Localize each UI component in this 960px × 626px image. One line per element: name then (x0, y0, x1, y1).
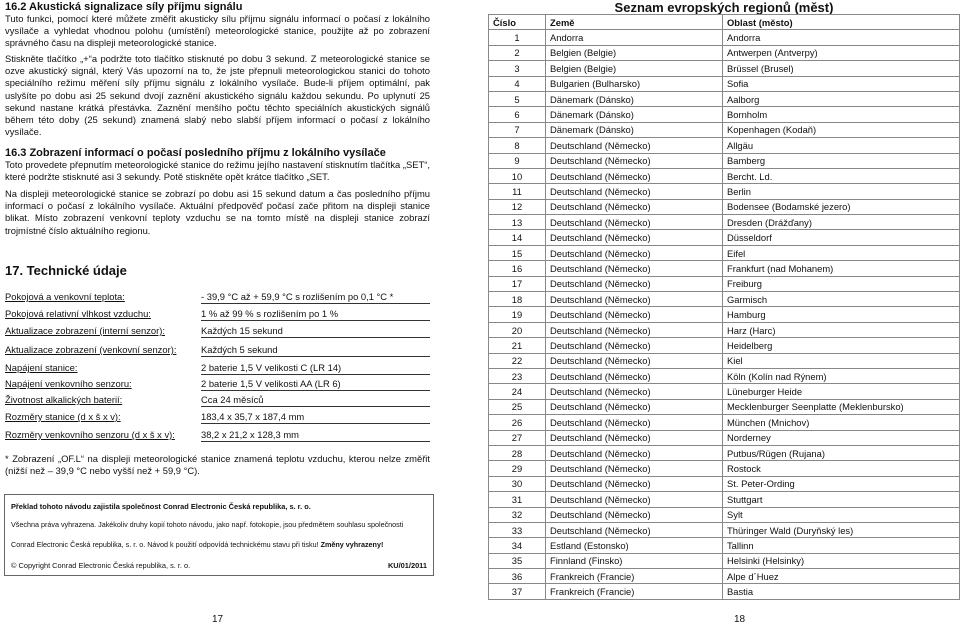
section-16-2-body: Stiskněte tlačítko „+“a podržte toto tlačítko stisknuté po dobu 3 sekund. Z meteorologické stanice se ozve akustický signál, který Vás upozorní na to, že jste přepnuli meteorologickou stanici do tohoto speciálního režimu měření síly příjmu signálu z lokálního vysílače. Bude-li příjem optimální, pak uslyšíte po dobu asi 25 sekund dvojí zaznění akustického signálu každou sekundu. Po uplynutí 25 sekund nastane krátká přestávka. Zaznění menšího počtu těchto speciálních akustických signálů během této doby (25 sekund) znamená slabý nebo slabší příjem informací o počasí z lokálního vysílače. (5, 53, 430, 138)
region-country: Deutschland (Německo) (546, 184, 723, 199)
region-area: Harz (Harc) (723, 322, 960, 337)
spec-underline (201, 374, 430, 375)
region-area: Mecklenburger Seenplatte (Meklenbursko) (723, 399, 960, 414)
page-number-right: 18 (734, 614, 746, 625)
table-row (489, 307, 960, 322)
region-number: 5 (489, 91, 546, 106)
spec-row (5, 308, 430, 321)
region-area: Bornholm (723, 107, 960, 122)
table-row (489, 476, 960, 491)
region-country: Deutschland (Německo) (546, 507, 723, 522)
region-number: 3 (489, 61, 546, 76)
region-area: Freiburg (723, 276, 960, 291)
region-country: Estland (Estonsko) (546, 538, 723, 553)
region-country: Belgien (Belgie) (546, 61, 723, 76)
region-area: Andorra (723, 30, 960, 45)
table-row (489, 353, 960, 368)
table-row (489, 30, 960, 45)
region-number: 35 (489, 553, 546, 568)
table-row (489, 168, 960, 183)
table-row (489, 538, 960, 553)
region-number: 15 (489, 245, 546, 260)
spec-row (5, 362, 430, 375)
spec-underline (201, 406, 430, 407)
table-row (489, 245, 960, 260)
conrad-note-text: Conrad Electronic Česká republika, s. r. o. Návod k použití odpovídá technickému stavu při tisku! (11, 540, 319, 549)
spec-value: 2 baterie 1,5 V velikosti AA (LR 6) (201, 378, 341, 389)
region-number: 14 (489, 230, 546, 245)
region-number: 23 (489, 368, 546, 383)
spec-underline (201, 320, 430, 321)
region-area: Rostock (723, 461, 960, 476)
region-number: 27 (489, 430, 546, 445)
spec-label: Napájení stanice: (5, 362, 78, 373)
left-page (0, 0, 440, 626)
region-number: 10 (489, 168, 546, 183)
header-region: Oblast (město) (723, 15, 960, 30)
region-country: Bulgarien (Bulharsko) (546, 76, 723, 91)
rights-note: Všechna práva vyhrazena. Jakékoliv druhy kopií tohoto návodu, jako např. fotokopie, jsou předmětem souhlasu společnosti (11, 520, 404, 529)
region-number: 6 (489, 107, 546, 122)
region-area: Frankfurt (nad Mohanem) (723, 261, 960, 276)
regions-title: Seznam evropských regionů (měst) (614, 0, 834, 15)
header-country: Země (546, 15, 723, 30)
region-number: 37 (489, 584, 546, 599)
region-area: Norderney (723, 430, 960, 445)
region-country: Deutschland (Německo) (546, 230, 723, 245)
spec-label: Rozměry stanice (d x š x v): (5, 411, 121, 422)
page-number-left: 17 (212, 614, 224, 625)
region-area: Sofia (723, 76, 960, 91)
table-row (489, 76, 960, 91)
region-country: Deutschland (Německo) (546, 153, 723, 168)
region-country: Deutschland (Německo) (546, 384, 723, 399)
regions-table (488, 14, 960, 600)
region-number: 7 (489, 122, 546, 137)
table-row (489, 338, 960, 353)
table-row (489, 415, 960, 430)
region-country: Finnland (Finsko) (546, 553, 723, 568)
region-area: Düsseldorf (723, 230, 960, 245)
region-number: 29 (489, 461, 546, 476)
region-country: Deutschland (Německo) (546, 492, 723, 507)
region-number: 17 (489, 276, 546, 291)
region-number: 13 (489, 215, 546, 230)
region-area: Helsinki (Helsinky) (723, 553, 960, 568)
region-country: Belgien (Belgie) (546, 45, 723, 60)
header-number: Číslo (489, 15, 546, 30)
spec-value: 38,2 x 21,2 x 128,3 mm (201, 429, 299, 440)
table-row (489, 445, 960, 460)
region-area: Heidelberg (723, 338, 960, 353)
spec-label: Pokojová relativní vlhkost vzduchu: (5, 308, 151, 319)
spec-underline (201, 423, 430, 424)
region-area: Alpe d´Huez (723, 569, 960, 584)
footnote: * Zobrazení „OF.L“ na displeji meteorologické stanice znamená teplotu vzduchu, kterou nelze změřit (nižší než – 39,9 °C nebo vyšší než + 59,9 °C). (5, 453, 430, 477)
region-number: 12 (489, 199, 546, 214)
region-number: 32 (489, 507, 546, 522)
region-country: Deutschland (Německo) (546, 430, 723, 445)
table-row (489, 292, 960, 307)
region-number: 9 (489, 153, 546, 168)
region-number: 2 (489, 45, 546, 60)
region-number: 24 (489, 384, 546, 399)
translation-note: Překlad tohoto návodu zajistila společnost Conrad Electronic Česká republika, s. r. o. (11, 502, 311, 511)
region-area: Kopenhagen (Kodaň) (723, 122, 960, 137)
spec-value: Cca 24 měsíců (201, 394, 264, 405)
table-row (489, 569, 960, 584)
table-row (489, 184, 960, 199)
section-16-3-intro: Toto provedete přepnutím meteorologické stanice do režimu jejího nastavení stisknutím tlačítka „SET“, které podržte stisknuté asi 3 sekundy. Potě stiskněte opět krátce tlačítko „SET. (5, 159, 430, 183)
region-country: Deutschland (Německo) (546, 276, 723, 291)
region-country: Deutschland (Německo) (546, 522, 723, 537)
spec-underline (201, 337, 430, 338)
table-row (489, 276, 960, 291)
region-area: Sylt (723, 507, 960, 522)
spec-value: Každých 15 sekund (201, 325, 283, 336)
region-country: Deutschland (Německo) (546, 415, 723, 430)
region-area: Kiel (723, 353, 960, 368)
table-row (489, 45, 960, 60)
region-number: 33 (489, 522, 546, 537)
changes-reserved: Změny vyhrazeny! (320, 540, 384, 549)
region-number: 26 (489, 415, 546, 430)
region-country: Frankreich (Francie) (546, 569, 723, 584)
spec-label: Rozměry venkovního senzoru (d x š x v): (5, 429, 175, 440)
region-number: 18 (489, 292, 546, 307)
spec-label: Napájení venkovního senzoru: (5, 378, 132, 389)
region-area: Lüneburger Heide (723, 384, 960, 399)
region-area: Bercht. Ld. (723, 168, 960, 183)
table-row (489, 122, 960, 137)
region-number: 11 (489, 184, 546, 199)
region-number: 8 (489, 138, 546, 153)
region-country: Deutschland (Německo) (546, 138, 723, 153)
section-16-2-title: 16.2 Akustická signalizace síly příjmu signálu (5, 1, 243, 13)
region-area: Putbus/Rügen (Rujana) (723, 445, 960, 460)
region-area: Antwerpen (Antverpy) (723, 45, 960, 60)
region-area: Garmisch (723, 292, 960, 307)
region-area: Bodensee (Bodamské jezero) (723, 199, 960, 214)
region-number: 25 (489, 399, 546, 414)
region-country: Dänemark (Dánsko) (546, 91, 723, 106)
region-country: Deutschland (Německo) (546, 353, 723, 368)
table-row (489, 153, 960, 168)
spec-value: 1 % až 99 % s rozlišením po 1 % (201, 308, 339, 319)
region-number: 4 (489, 76, 546, 91)
section-16-2-intro: Tuto funkci, pomocí které můžete změřit akusticky sílu příjmu signálu informací o počasí z lokálního vysílače a vyhledat vhodnou polohu (umístění) meteorologické stanice, použijte až po zobrazení správného času na displeji meteorologické stanice. (5, 13, 430, 49)
spec-row (5, 394, 430, 407)
spec-label: Pokojová a venkovní teplota: (5, 291, 125, 302)
spec-value: 183,4 x 35,7 x 187,4 mm (201, 411, 305, 422)
table-row (489, 584, 960, 599)
region-number: 20 (489, 322, 546, 337)
region-country: Deutschland (Německo) (546, 368, 723, 383)
region-country: Deutschland (Německo) (546, 199, 723, 214)
region-country: Deutschland (Německo) (546, 245, 723, 260)
region-area: Stuttgart (723, 492, 960, 507)
table-row (489, 384, 960, 399)
region-number: 34 (489, 538, 546, 553)
spec-value: 2 baterie 1,5 V velikosti C (LR 14) (201, 362, 342, 373)
table-row (489, 492, 960, 507)
region-area: Köln (Kolín nad Rýnem) (723, 368, 960, 383)
table-row (489, 91, 960, 106)
region-country: Frankreich (Francie) (546, 584, 723, 599)
region-area: Allgäu (723, 138, 960, 153)
table-row (489, 430, 960, 445)
region-area: Dresden (Drážďany) (723, 215, 960, 230)
region-area: Hamburg (723, 307, 960, 322)
region-number: 30 (489, 476, 546, 491)
table-row (489, 107, 960, 122)
region-country: Andorra (546, 30, 723, 45)
conrad-note (11, 540, 431, 549)
region-number: 31 (489, 492, 546, 507)
document-code: KU/01/2011 (387, 561, 427, 570)
region-country: Deutschland (Německo) (546, 261, 723, 276)
region-country: Deutschland (Německo) (546, 338, 723, 353)
table-row (489, 553, 960, 568)
region-area: St. Peter-Ording (723, 476, 960, 491)
table-row (489, 215, 960, 230)
region-country: Deutschland (Německo) (546, 168, 723, 183)
spec-underline (201, 441, 430, 442)
region-country: Deutschland (Německo) (546, 215, 723, 230)
spec-value: Každých 5 sekund (201, 344, 278, 355)
region-area: Brüssel (Brusel) (723, 61, 960, 76)
region-area: München (Mnichov) (723, 415, 960, 430)
region-area: Bastia (723, 584, 960, 599)
table-row (489, 61, 960, 76)
spec-row (5, 411, 430, 424)
table-row (489, 461, 960, 476)
region-number: 16 (489, 261, 546, 276)
region-country: Deutschland (Německo) (546, 399, 723, 414)
region-number: 19 (489, 307, 546, 322)
spec-row (5, 378, 430, 391)
region-area: Thüringer Wald (Duryňský les) (723, 522, 960, 537)
region-area: Bamberg (723, 153, 960, 168)
region-number: 36 (489, 569, 546, 584)
table-row (489, 230, 960, 245)
table-row (489, 322, 960, 337)
table-row (489, 522, 960, 537)
region-number: 28 (489, 445, 546, 460)
spec-label: Životnost alkalických baterií: (5, 394, 123, 405)
table-row (489, 507, 960, 522)
translation-note-box (4, 494, 434, 576)
table-row (489, 199, 960, 214)
region-number: 1 (489, 30, 546, 45)
spec-value: - 39,9 °C až + 59,9 °C s rozlišením po 0,1 °C * (201, 291, 394, 302)
region-area: Eifel (723, 245, 960, 260)
spec-label: Aktualizace zobrazení (interní senzor): (5, 325, 165, 336)
region-country: Dänemark (Dánsko) (546, 107, 723, 122)
spec-underline (201, 356, 430, 357)
region-country: Deutschland (Německo) (546, 461, 723, 476)
region-country: Dänemark (Dánsko) (546, 122, 723, 137)
spec-underline (201, 390, 430, 391)
table-row (489, 368, 960, 383)
region-country: Deutschland (Německo) (546, 307, 723, 322)
right-page (488, 0, 960, 626)
region-number: 21 (489, 338, 546, 353)
spec-row (5, 429, 430, 442)
region-country: Deutschland (Německo) (546, 445, 723, 460)
table-header-row (489, 15, 960, 30)
table-row (489, 138, 960, 153)
spec-label: Aktualizace zobrazení (venkovní senzor): (5, 344, 177, 355)
section-17-title: 17. Technické údaje (5, 263, 127, 278)
table-row (489, 399, 960, 414)
region-area: Aalborg (723, 91, 960, 106)
section-16-3-title: 16.3 Zobrazení informací o počasí posledního příjmu z lokálního vysílače (5, 147, 386, 159)
section-16-3-body: Na displeji meteorologické stanice se zobrazí po dobu asi 15 sekund datum a čas posledního příjmu informací o počasí z lokálního vysílače. Aktuální předpověď počasí zače přitom na displeji stanice blikat. Místo zobrazení venkovní teploty vzduchu se na tomto místě na displeji stanice zobrazí trojmístné číslo aktuálního regionu. (5, 188, 430, 236)
region-area: Berlin (723, 184, 960, 199)
spec-underline (201, 303, 430, 304)
spec-row (5, 291, 430, 304)
region-country: Deutschland (Německo) (546, 476, 723, 491)
spec-row (5, 344, 430, 357)
spec-row (5, 325, 430, 338)
region-area: Tallinn (723, 538, 960, 553)
region-country: Deutschland (Německo) (546, 322, 723, 337)
region-country: Deutschland (Německo) (546, 292, 723, 307)
copyright: © Copyright Conrad Electronic Česká republika, s. r. o. (11, 561, 191, 570)
table-row (489, 261, 960, 276)
region-number: 22 (489, 353, 546, 368)
